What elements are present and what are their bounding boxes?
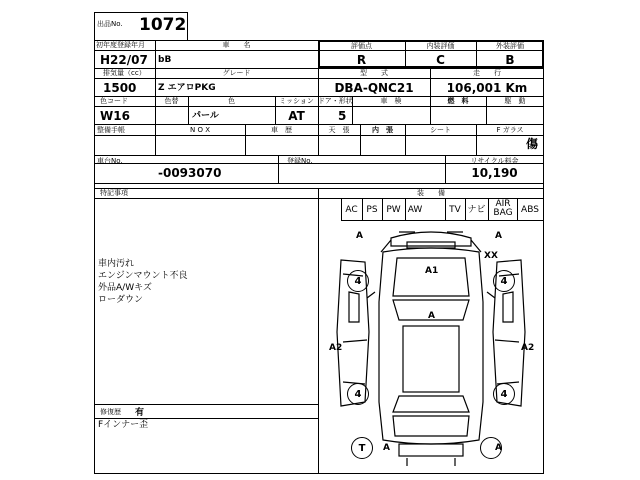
drive-label: 駆 動 — [504, 97, 526, 105]
mark-front-left: A — [356, 231, 363, 241]
mark-roof: A — [428, 311, 435, 321]
glass-value: 傷 — [525, 137, 538, 151]
equip-pw: PW — [386, 205, 401, 215]
recycle-value: 10,190 — [471, 166, 518, 180]
year-label: 初年度登録年月 — [96, 41, 145, 49]
model-value: DBA-QNC21 — [334, 81, 414, 95]
spare-tire: T — [351, 437, 373, 459]
mark-right-side: A2 — [521, 343, 535, 353]
score-value: R — [356, 53, 367, 67]
color-name-label: 色 — [228, 97, 235, 105]
mileage-value: 106,001 Km — [446, 81, 528, 95]
mark-hood: A1 — [425, 266, 439, 276]
mission-label: ミッション — [279, 97, 314, 105]
fuel-label: 燃 料 — [447, 97, 469, 105]
glass-label: F ガラス — [496, 126, 524, 134]
equip-navi: ナビ — [467, 205, 486, 215]
registration-label: 登録No. — [287, 157, 313, 165]
roof-label: 天 張 — [328, 126, 350, 134]
lot-number: 1072 — [139, 15, 187, 35]
notes-label: 特記事項 — [100, 189, 128, 197]
displacement-label: 排気量（cc） — [103, 69, 146, 77]
exterior-grade-label: 外装評価 — [496, 42, 524, 50]
repair-label: 修復歴 — [100, 408, 121, 416]
equip-ac: AC — [345, 205, 358, 215]
model-label: 型 式 — [360, 69, 388, 77]
color-code-label: 色コード — [100, 97, 128, 105]
rear-right-circle — [480, 437, 502, 459]
note-line: エンジンマウント不良 — [98, 271, 188, 281]
manual-label: 整備手帳 — [97, 126, 125, 134]
interior-grade-value: C — [436, 53, 445, 67]
equip-ps: PS — [366, 205, 378, 215]
car-name-value: bB — [158, 55, 172, 65]
equip-aw: AW — [407, 205, 423, 215]
mileage-label: 走 行 — [473, 69, 501, 77]
note-line: 車内汚れ — [98, 259, 135, 269]
repair-text: Fインナー歪 — [98, 420, 149, 430]
lot-label: 出品No. — [97, 20, 123, 28]
color-code-value: W16 — [100, 109, 130, 123]
note-line: 外品A/Wキズ — [98, 283, 152, 293]
recycle-label: リサイクル料金 — [470, 157, 519, 165]
exterior-grade-value: B — [505, 53, 515, 67]
history-label: 車 歴 — [271, 126, 292, 134]
inspection-label: 車 検 — [380, 97, 402, 105]
car-diagram — [319, 222, 543, 473]
car-name-label: 車 名 — [222, 41, 251, 49]
equip-tv: TV — [449, 205, 461, 215]
mark-rear-left: A — [383, 443, 390, 453]
grade-label: グレード — [222, 69, 251, 77]
chassis-value: -0093070 — [158, 166, 222, 180]
tire-front-left: 4 — [347, 270, 369, 292]
color-change-label: 色替 — [164, 97, 179, 105]
note-line: ローダウン — [98, 295, 144, 305]
mark-rear-right: A — [495, 443, 502, 453]
color-name-value: パール — [192, 111, 219, 121]
score-label: 評価点 — [351, 42, 372, 50]
chassis-label: 車台No. — [97, 157, 123, 165]
mission-value: AT — [288, 109, 305, 123]
nox-label: N O X — [190, 126, 210, 134]
interior-lining-label: 内 張 — [372, 126, 393, 134]
equipment-label: 装 備 — [417, 189, 445, 197]
repair-value: 有 — [135, 408, 145, 418]
tire-front-right: 4 — [493, 270, 515, 292]
equip-airbag: AIR BAG — [493, 199, 513, 218]
notes-list — [98, 258, 188, 306]
seat-label: シート — [430, 126, 451, 134]
tire-rear-right: 4 — [493, 383, 515, 405]
mark-front-right: A — [495, 231, 502, 241]
equip-abs: ABS — [521, 205, 539, 215]
mark-right-front: XX — [484, 251, 498, 261]
year-value: H22/07 — [100, 53, 148, 67]
tire-rear-left: 4 — [347, 383, 369, 405]
displacement-value: 1500 — [103, 81, 137, 95]
doors-label: ドア・形状 — [318, 97, 353, 105]
doors-value: 5 — [338, 109, 347, 123]
interior-grade-label: 内装評価 — [426, 42, 455, 50]
mark-left-side: A2 — [329, 343, 343, 353]
grade-value: Z エアロPKG — [158, 83, 216, 93]
